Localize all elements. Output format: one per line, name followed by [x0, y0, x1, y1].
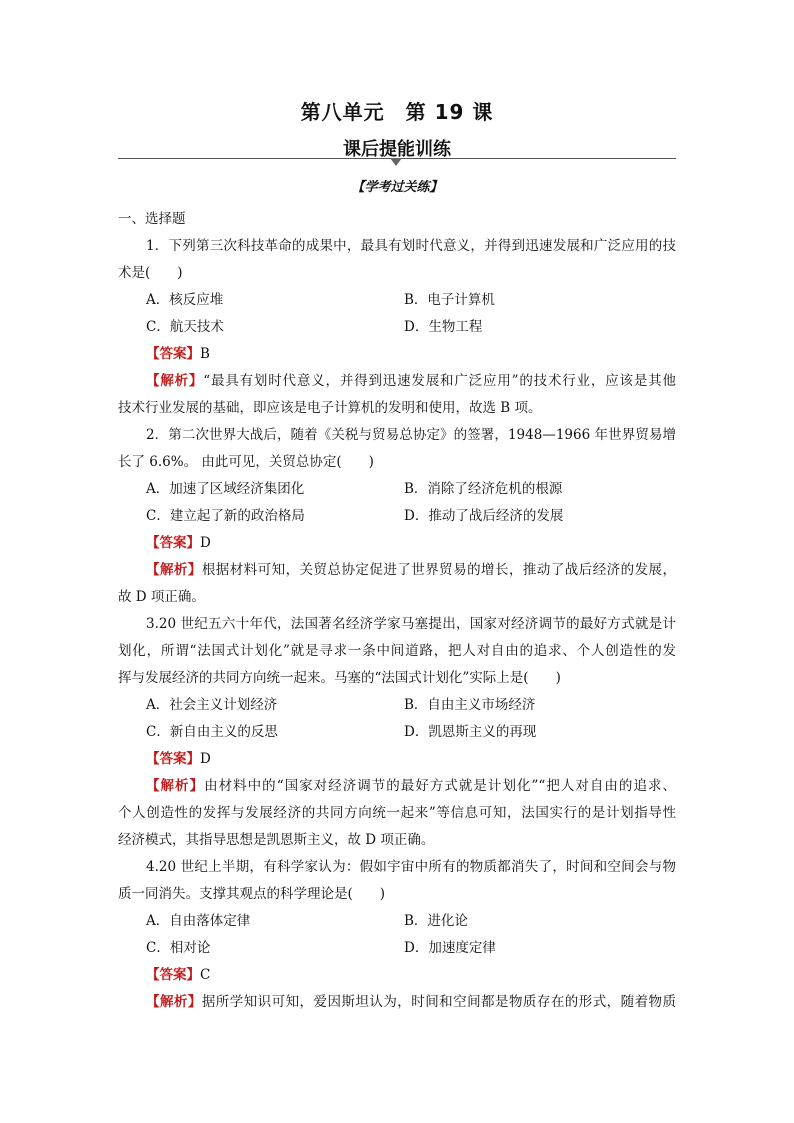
section-banner: 【学考过关练】 [351, 180, 443, 195]
answer-option: B．电子计算机 [404, 292, 495, 308]
question-content [118, 206, 676, 1016]
analysis-tag: 【解析】 [146, 778, 205, 794]
option-row [118, 476, 676, 503]
answer-option: C．相对论 [146, 940, 211, 956]
answer-line [118, 962, 676, 989]
option-row [118, 935, 676, 962]
analysis-line [118, 989, 676, 1016]
analysis-text: 由材料中的“国家对经济调节的最好方式就是计划化”“把人对自由的追求、 [204, 778, 676, 794]
option-row [118, 314, 676, 341]
analysis-tag: 【解析】 [146, 994, 202, 1010]
divider-arrow-icon [390, 158, 402, 166]
lesson-subtitle: 课后提能训练 [343, 139, 451, 160]
option-row [118, 503, 676, 530]
answer-option: C．航天技术 [146, 319, 224, 335]
answer-value: C [200, 967, 211, 983]
answer-option: A．核反应堆 [146, 292, 224, 308]
answer-option: B．进化论 [404, 913, 468, 929]
answer-option: D．生物工程 [404, 319, 483, 335]
answer-option: D．加速度定律 [404, 940, 496, 956]
answer-option: D．凯恩斯主义的再现 [404, 724, 537, 740]
answer-tag: 【答案】 [146, 967, 200, 983]
answer-tag: 【答案】 [146, 535, 200, 551]
analysis-text: 据所学知识可知，爱因斯坦认为，时间和空间都是物质存在的形式，随着物质 [201, 994, 676, 1010]
question-stem-line: 2．第二次世界大战后，随着《关税与贸易总协定》的签署，1948—1966 年世界贸易增 [146, 427, 676, 443]
question-stem-line: 划化，所谓“法国式计划化”就是寻求一条中间道路，把人对自由的追求、个人创造性的发 [118, 643, 676, 659]
answer-tag: 【答案】 [146, 751, 200, 767]
question-stem-line: 1．下列第三次科技革命的成果中，最具有划时代意义，并得到迅速发展和广泛应用的技 [146, 238, 676, 254]
question-list [118, 233, 676, 1016]
answer-option: C．建立起了新的政治格局 [146, 508, 305, 524]
analysis-line [118, 773, 676, 800]
question-stem-line: 3.20 世纪五六十年代，法国著名经济学家马塞提出，国家对经济调节的最好方式就是计 [146, 616, 676, 632]
answer-value: D [200, 535, 211, 551]
analysis-line [118, 557, 676, 584]
analysis-line: 技术行业发展的基础，即应该是电子计算机的发明和使用，故选 B 项。 [118, 400, 542, 416]
analysis-text: “最具有划时代意义，并得到迅速发展和广泛应用”的技术行业，应该是其他 [203, 373, 676, 389]
question-block [118, 233, 676, 422]
question-block [118, 611, 676, 854]
answer-line [118, 530, 676, 557]
question-stem-line: 4.20 世纪上半期，有科学家认为：假如宇宙中所有的物质都消失了，时间和空间会与物 [146, 859, 676, 875]
question-stem-line: 挥与发展经济的共同方向统一起来。马塞的“法国式计划化”实际上是( ) [118, 670, 561, 686]
answer-option: B．自由主义市场经济 [404, 697, 536, 713]
option-row [118, 719, 676, 746]
analysis-line: 个人创造性的发挥与发展经济的共同方向统一起来”等信息可知，法国实行的是计划指导性 [118, 805, 676, 821]
analysis-line [118, 368, 676, 395]
answer-value: D [200, 751, 211, 767]
answer-option: A．加速了区域经济集团化 [146, 481, 305, 497]
answer-option: A．自由落体定律 [146, 913, 251, 929]
answer-value: B [200, 346, 210, 362]
question-block [118, 422, 676, 611]
question-stem-line: 长了 6.6%。 由此可见，关贸总协定( ) [118, 454, 374, 470]
question-stem-line: 质一同消失。支撑其观点的科学理论是( ) [118, 886, 386, 902]
option-row [118, 908, 676, 935]
answer-option: D．推动了战后经济的发展 [404, 508, 564, 524]
answer-option: B．消除了经济危机的根源 [404, 481, 563, 497]
question-block [118, 854, 676, 1016]
unit-title: 第八单元 第 19 课 [300, 100, 494, 124]
analysis-line: 故 D 项正确。 [118, 589, 205, 605]
analysis-text: 根据材料可知，关贸总协定促进了世界贸易的增长，推动了战后经济的发展， [201, 562, 676, 578]
answer-line [118, 341, 676, 368]
analysis-tag: 【解析】 [146, 373, 204, 389]
section-label: 一、选择题 [118, 211, 186, 227]
answer-option: C．新自由主义的反思 [146, 724, 278, 740]
question-stem-line: 术是( ) [118, 265, 183, 281]
answer-tag: 【答案】 [146, 346, 200, 362]
answer-line [118, 746, 676, 773]
option-row [118, 692, 676, 719]
answer-option: A．社会主义计划经济 [146, 697, 278, 713]
analysis-line: 经济模式，其指导思想是凯恩斯主义，故 D 项正确。 [118, 832, 435, 848]
analysis-tag: 【解析】 [146, 562, 202, 578]
option-row [118, 287, 676, 314]
